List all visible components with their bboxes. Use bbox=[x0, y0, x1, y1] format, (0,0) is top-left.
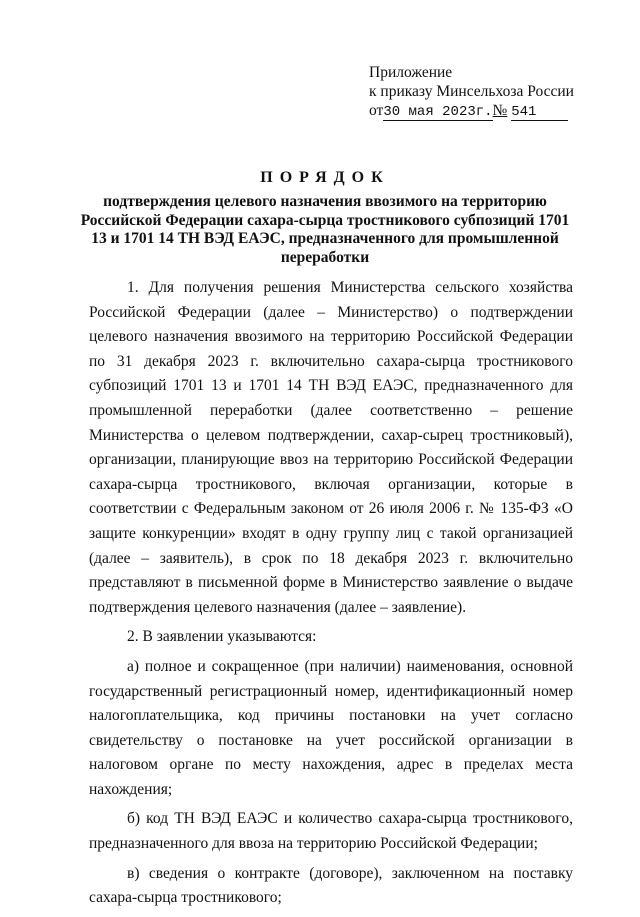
document-body bbox=[89, 276, 573, 911]
date-prefix: от bbox=[369, 102, 384, 119]
title-block bbox=[80, 169, 570, 267]
paragraph-2: 2. В заявлении указываются: bbox=[127, 628, 317, 646]
document-subtitle: подтверждения целевого назначения ввозимого на территорию Российской Федерации сахара-сырца тростникового субпозиций 1701 13 и 1701 14 ТН ВЭД ЕАЭС, предназначенного для промышленной переработки bbox=[80, 193, 570, 266]
document-title: ПОРЯДОК bbox=[260, 169, 390, 186]
number-label: № bbox=[492, 102, 508, 119]
order-reference: к приказу Минсельхоза России bbox=[369, 83, 574, 100]
order-date: 30 мая 2023г. bbox=[383, 104, 493, 120]
paragraph-2a: а) полное и сокращенное (при наличии) наименования, основной государственный регистрационный номер, идентификационный номер налогоплательщика, код причины постановки на учет согласно свидетельству о постановке на учет российской организации в налоговом органе по месту нахождения, адрес в пределах места нахождения; bbox=[89, 657, 573, 798]
appendix-label: Приложение bbox=[369, 64, 453, 81]
order-number: 541 bbox=[511, 105, 568, 121]
order-date-number-line bbox=[369, 101, 574, 122]
appendix-header bbox=[369, 63, 574, 122]
paragraph-2b: б) код ТН ВЭД ЕАЭС и количество сахара-сырца тростникового, предназначенного для ввоза на территорию Российской Федерации; bbox=[89, 810, 573, 853]
paragraph-1: 1. Для получения решения Министерства сельского хозяйства Российской Федерации (далее – Министерство) о подтверждении целевого назначения ввозимого на территорию Российской Федерации по 31 декабря 2023 г. включительно сахара-сырца тростникового субпозиций 1701 13 и 1701 14 ТН ВЭД ЕАЭС, предназначенного для промышленной переработки (далее соответственно – решение Министерства о целевом подтверждении, сахар-сырец тростниковый), организации, планирующие ввоз на территорию Российской Федерации сахара-сырца тростникового, включая организации, которые в соответствии с Федеральным законом от 26 июля 2006 г. № 135-ФЗ «О защите конкуренции» входят в одну группу лиц с такой организацией (далее – заявитель), в срок по 18 декабря 2023 г. включительно представляют в письменной форме в Министерство заявление о выдаче подтверждения целевого назначения (далее – заявление). bbox=[89, 279, 573, 616]
paragraph-2v: в) сведения о контракте (договоре), заключенном на поставку сахара-сырца тростникового; bbox=[89, 864, 573, 907]
